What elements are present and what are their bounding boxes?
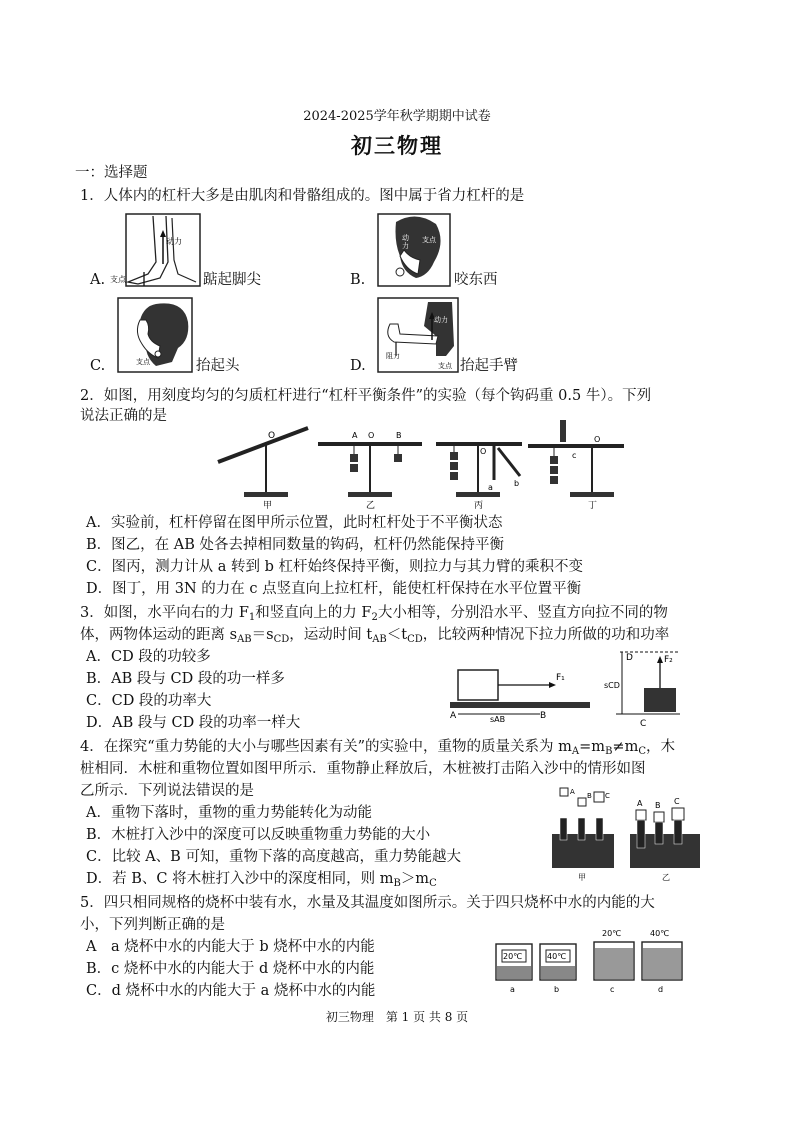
q1-option-b-caption: 咬东西 bbox=[454, 272, 498, 288]
q4-option-a[interactable]: A．重物下落时，重物的重力势能转化为动能 bbox=[86, 805, 372, 821]
svg-text:阻力: 阻力 bbox=[386, 352, 400, 360]
q1-option-b[interactable] bbox=[350, 212, 550, 292]
q2-option-c[interactable]: C．图丙，测力计从 a 转到 b 杠杆始终保持平衡，则拉力与其力臂的乘积不变 bbox=[86, 559, 583, 575]
q3-option-c[interactable]: C．CD 段的功率大 bbox=[86, 693, 212, 709]
label-a: A bbox=[450, 711, 457, 721]
svg-text:动力: 动力 bbox=[166, 237, 182, 246]
q5-option-b[interactable]: B．c 烧杯中水的内能大于 d 烧杯中水的内能 bbox=[86, 961, 375, 977]
q4-option-d[interactable]: D．若 B、C 将木桩打入沙中的深度相同，则 $m_B>m_C$ bbox=[86, 871, 437, 889]
q1-option-c-caption: 抬起头 bbox=[196, 358, 240, 374]
svg-text:支点: 支点 bbox=[422, 236, 436, 244]
beaker-b-temp: 40℃ bbox=[547, 952, 567, 961]
fig-label-yi: 乙 bbox=[366, 501, 376, 510]
beaker-c-label: c bbox=[610, 985, 615, 994]
q5-stem-line1: 5．四只相同规格的烧杯中装有水，水量及其温度如图所示。关于四只烧杯中水的内能的大 bbox=[80, 895, 655, 911]
q4-option-b[interactable]: B．木桩打入沙中的深度可以反映重物重力势能的大小 bbox=[86, 827, 431, 843]
lever-ding bbox=[528, 420, 624, 510]
q3-stem-line1: 3．如图，水平向右的力 $F_1$和竖直向上的力 $F_2$大小相等，分别沿水平、竖直方向拉不同的物 bbox=[80, 605, 668, 623]
label-b: B bbox=[540, 711, 547, 721]
page-footer: 初三物理 第 1 页 共 8 页 bbox=[325, 1010, 469, 1024]
q1-option-c-letter: C. bbox=[90, 358, 106, 374]
q3-option-d[interactable]: D．AB 段与 CD 段的功率一样大 bbox=[86, 715, 301, 731]
lever-yi bbox=[318, 431, 422, 510]
svg-text:动: 动 bbox=[402, 234, 409, 242]
beaker-a-label: a bbox=[510, 985, 515, 994]
beaker-a bbox=[496, 944, 532, 994]
point-o-ding: O bbox=[594, 435, 601, 444]
q1-option-b-letter: B. bbox=[350, 272, 366, 288]
fig-label-ding: 丁 bbox=[588, 501, 598, 510]
q5-stem-line2: 小，下列判断正确的是 bbox=[80, 917, 225, 933]
label-jia: 甲 bbox=[578, 873, 586, 882]
beaker-a-temp: 20℃ bbox=[503, 952, 523, 961]
label-a-jia: A bbox=[570, 788, 575, 796]
point-b-yi: B bbox=[396, 431, 402, 440]
label-b-jia: B bbox=[587, 792, 592, 800]
label-c-jia: C bbox=[605, 792, 610, 800]
beaker-d-temp: 40℃ bbox=[650, 929, 670, 938]
label-f2: F₂ bbox=[664, 655, 673, 665]
q5-option-c[interactable]: C．d 烧杯中水的内能大于 a 烧杯中水的内能 bbox=[86, 983, 376, 999]
q3-force-figure bbox=[440, 648, 700, 728]
lever-jia bbox=[218, 428, 308, 510]
q1-option-a-caption: 踮起脚尖 bbox=[203, 272, 261, 288]
point-o-jia: O bbox=[268, 431, 276, 441]
label-a-yi: A bbox=[637, 799, 643, 808]
fig-label-jia: 甲 bbox=[263, 501, 273, 510]
q1-option-d-caption: 抬起手臂 bbox=[460, 358, 518, 374]
q4-stem-line2: 桩相同．木桩和重物位置如图甲所示．重物静止释放后，木桩被打击陷入沙中的情形如图 bbox=[80, 761, 646, 777]
label-b-yi: B bbox=[655, 801, 661, 810]
q4-pile-figure bbox=[550, 784, 710, 884]
page-title: 初三物理 bbox=[351, 133, 443, 158]
q5-option-a[interactable]: A a 烧杯中水的内能大于 b 烧杯中水的内能 bbox=[86, 939, 375, 955]
point-a-yi: A bbox=[352, 431, 358, 440]
q3-stem-line2: 体，两物体运动的距离 $s_{AB}=s_{CD}$，运动时间 $t_{AB}<t_{CD}$，比较两种情况下拉力所做的功和功率 bbox=[80, 627, 670, 645]
label-f1: F₁ bbox=[556, 673, 565, 683]
lift-head-figure bbox=[116, 296, 194, 376]
exam-header: 2024-2025学年秋学期期中试卷 bbox=[303, 109, 491, 124]
beaker-d-label: d bbox=[658, 985, 664, 994]
q1-stem: 1．人体内的杠杆大多是由肌肉和骨骼组成的。图中属于省力杠杆的是 bbox=[80, 188, 525, 204]
q2-stem-line1: 2．如图，用刻度均匀的匀质杠杆进行“杠杆平衡条件”的实验（每个钩码重 0.5 牛）。下列 bbox=[80, 388, 652, 404]
q2-option-d[interactable]: D．图丁，用 3N 的力在 c 点竖直向上拉杠杆，能使杠杆保持在水平位置平衡 bbox=[86, 581, 582, 597]
svg-text:支点: 支点 bbox=[136, 358, 150, 366]
q4-stem-line1: 4．在探究“重力势能的大小与哪些因素有关”的实验中，重物的质量关系为 $m_A=m_B\ne m_C$，木 bbox=[80, 739, 675, 757]
svg-text:动力: 动力 bbox=[434, 316, 448, 324]
label-c-yi: C bbox=[674, 797, 680, 806]
point-o-bing: O bbox=[480, 447, 487, 456]
point-b-bing: b bbox=[514, 479, 520, 488]
q1-option-d-letter: D. bbox=[350, 358, 366, 374]
point-a-bing: a bbox=[488, 483, 493, 492]
beaker-d bbox=[642, 929, 682, 994]
beaker-c-temp: 20℃ bbox=[602, 929, 622, 938]
q5-beakers-figure bbox=[490, 922, 690, 998]
q3-option-b[interactable]: B．AB 段与 CD 段的功一样多 bbox=[86, 671, 285, 687]
lever-bing bbox=[436, 444, 522, 510]
beaker-c bbox=[594, 929, 634, 994]
label-sab: sAB bbox=[490, 715, 506, 724]
q3-option-a[interactable]: A．CD 段的功较多 bbox=[86, 649, 211, 665]
q4-option-c[interactable]: C．比较 A、B 可知，重物下落的高度越高，重力势能越大 bbox=[86, 849, 461, 865]
q1-option-a[interactable] bbox=[90, 212, 300, 292]
beaker-b-label: b bbox=[554, 985, 560, 994]
q2-lever-figures bbox=[208, 420, 628, 510]
label-d: D bbox=[626, 653, 633, 663]
fig-label-bing: 丙 bbox=[474, 501, 484, 510]
label-c: C bbox=[640, 719, 647, 728]
q1-option-c[interactable] bbox=[90, 296, 300, 378]
lift-arm-figure bbox=[376, 296, 460, 376]
q1-option-d[interactable] bbox=[350, 296, 560, 378]
label-yi: 乙 bbox=[662, 873, 670, 882]
q2-stem-line2: 说法正确的是 bbox=[80, 408, 167, 424]
biting-figure bbox=[376, 212, 452, 290]
tiptoe-figure bbox=[108, 212, 204, 290]
point-c-ding: c bbox=[572, 451, 577, 460]
q4-stem-line3: 乙所示．下列说法错误的是 bbox=[80, 783, 254, 799]
svg-text:力: 力 bbox=[402, 242, 409, 250]
q1-option-a-letter: A. bbox=[90, 272, 106, 288]
beaker-b bbox=[540, 944, 576, 994]
svg-text:支点: 支点 bbox=[110, 275, 126, 284]
q2-option-a[interactable]: A．实验前，杠杆停留在图甲所示位置，此时杠杆处于不平衡状态 bbox=[86, 515, 503, 531]
svg-text:支点: 支点 bbox=[438, 362, 452, 370]
q2-option-b[interactable]: B．图乙，在 AB 处各去掉相同数量的钩码，杠杆仍然能保持平衡 bbox=[86, 537, 504, 553]
section-heading: 一：选择题 bbox=[75, 165, 148, 181]
label-scd: sCD bbox=[604, 681, 620, 690]
point-o-yi: O bbox=[368, 431, 375, 440]
